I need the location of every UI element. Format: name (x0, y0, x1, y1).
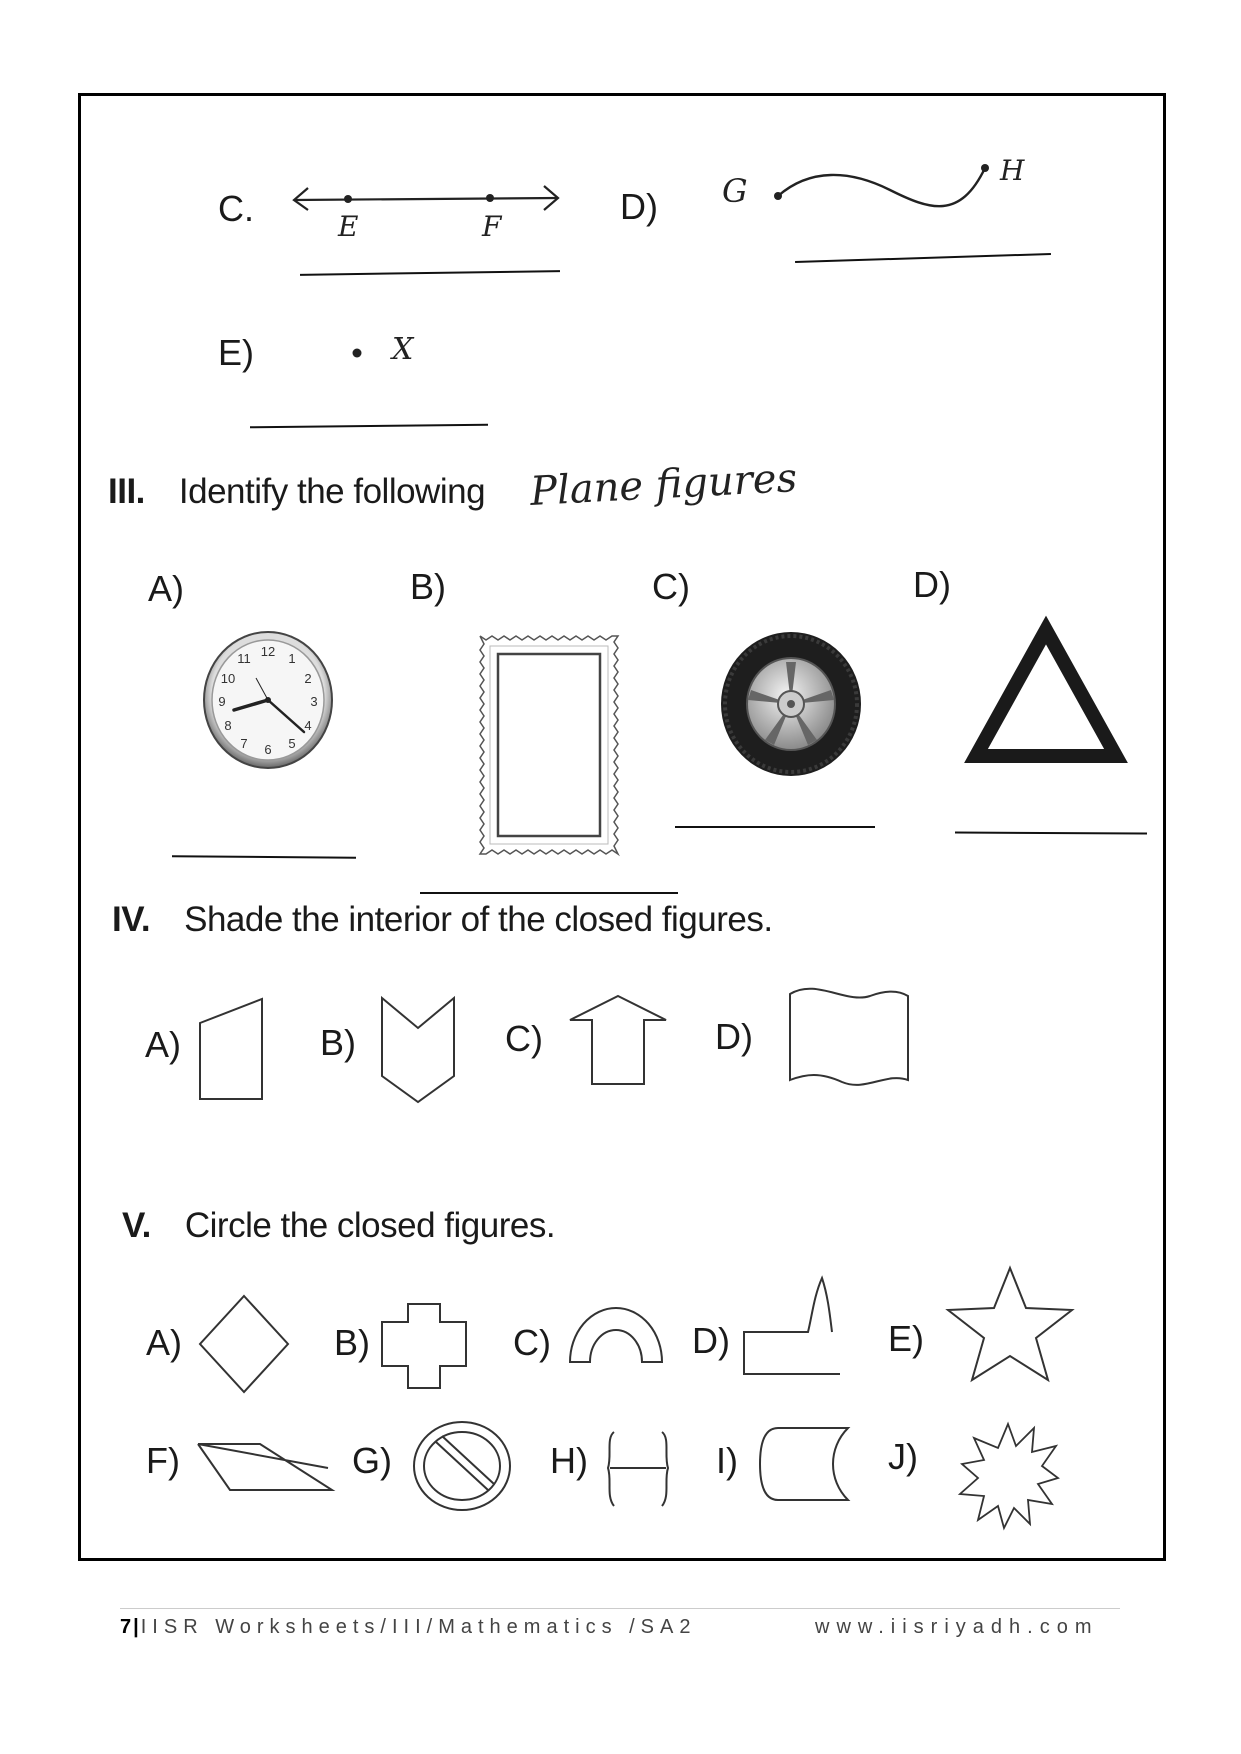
footer-page-number: 7 (120, 1616, 134, 1638)
handwritten-answer: Plane figures (528, 455, 799, 515)
v-shape-g-circle[interactable] (410, 1418, 514, 1514)
section-v-title: Circle the closed figures. (184, 1206, 556, 1245)
v-shape-b-cross[interactable] (378, 1300, 470, 1392)
clock-num-1: 1 (288, 651, 296, 666)
tyre-image (718, 628, 864, 780)
clock-image (200, 628, 336, 772)
footer-rule (120, 1608, 1120, 1609)
section-iv-heading (112, 900, 773, 940)
iv-label-b: B) (320, 1022, 356, 1063)
clock-num-4: 4 (304, 718, 312, 733)
clock-num-6: 6 (264, 742, 272, 757)
clock-num-5: 5 (288, 736, 296, 751)
clock-num-9: 9 (218, 694, 226, 709)
v-shape-a-diamond[interactable] (196, 1292, 292, 1396)
section-v-heading (122, 1206, 555, 1246)
v-label-f: F) (146, 1440, 180, 1481)
v-shape-f-open[interactable] (194, 1440, 336, 1496)
line-ef-figure (290, 180, 570, 250)
triangle-image (970, 618, 1126, 766)
section-iii-title: Identify the following (178, 472, 486, 511)
point-f-label: F (482, 210, 502, 243)
footer-text: IISR Worksheets/III/Mathematics /SA2 (140, 1616, 697, 1638)
clock-num-10: 10 (220, 671, 236, 686)
iv-label-a: A) (145, 1024, 181, 1065)
iii-label-b: B) (410, 566, 446, 607)
v-shape-j-burst[interactable] (956, 1420, 1060, 1532)
curve-gh-figure (770, 160, 1000, 230)
section-iv-number: IV. (112, 900, 151, 939)
v-label-j: J) (888, 1436, 918, 1477)
v-shape-d-open[interactable] (740, 1272, 844, 1378)
v-label-c: C) (513, 1322, 551, 1363)
point-x-label: X (392, 332, 414, 367)
iv-shape-d[interactable] (786, 984, 912, 1090)
clock-num-2: 2 (304, 671, 312, 686)
footer-url: www.iisriyadh.com (815, 1616, 1099, 1638)
v-label-i: I) (716, 1440, 738, 1481)
v-shape-e-star[interactable] (942, 1264, 1078, 1384)
item-c-label: C. (218, 188, 254, 229)
answer-line-iii-c[interactable] (675, 826, 875, 828)
clock-num-8: 8 (224, 718, 232, 733)
iv-shape-c[interactable] (566, 992, 670, 1088)
iv-shape-a[interactable] (196, 995, 266, 1105)
footer-left (120, 1616, 696, 1639)
section-iii-heading (108, 472, 485, 512)
v-shape-i-curved[interactable] (756, 1424, 852, 1504)
point-x-dot (350, 346, 364, 360)
clock-num-3: 3 (310, 694, 318, 709)
clock-num-12: 12 (260, 644, 276, 659)
v-label-h: H) (550, 1440, 588, 1481)
clock-num-7: 7 (240, 736, 248, 751)
iii-label-c: C) (652, 566, 690, 607)
v-shape-h-brackets[interactable] (602, 1428, 674, 1510)
v-shape-c-arch[interactable] (566, 1300, 666, 1366)
point-e-label: E (338, 210, 359, 243)
v-label-g: G) (352, 1440, 392, 1481)
v-label-d: D) (692, 1320, 730, 1361)
v-label-a: A) (146, 1322, 182, 1363)
iii-label-d: D) (913, 564, 951, 605)
stamp-image (474, 630, 624, 860)
item-e-label: E) (218, 332, 254, 373)
section-iii-number: III. (108, 472, 145, 511)
item-d-label: D) (620, 186, 658, 227)
footer-separator: | (133, 1616, 141, 1638)
clock-num-11: 11 (237, 651, 251, 666)
iv-label-d: D) (715, 1016, 753, 1057)
v-label-b: B) (334, 1322, 370, 1363)
v-label-e: E) (888, 1318, 924, 1359)
point-h-label: H (1000, 154, 1025, 187)
iii-label-a: A) (148, 568, 184, 609)
section-iv-title: Shade the interior of the closed figures. (184, 900, 773, 939)
iv-shape-b[interactable] (378, 994, 458, 1106)
iv-label-c: C) (505, 1018, 543, 1059)
section-v-number: V. (122, 1206, 151, 1245)
answer-line-iii-b[interactable] (420, 892, 678, 894)
point-g-label: G (722, 172, 748, 210)
